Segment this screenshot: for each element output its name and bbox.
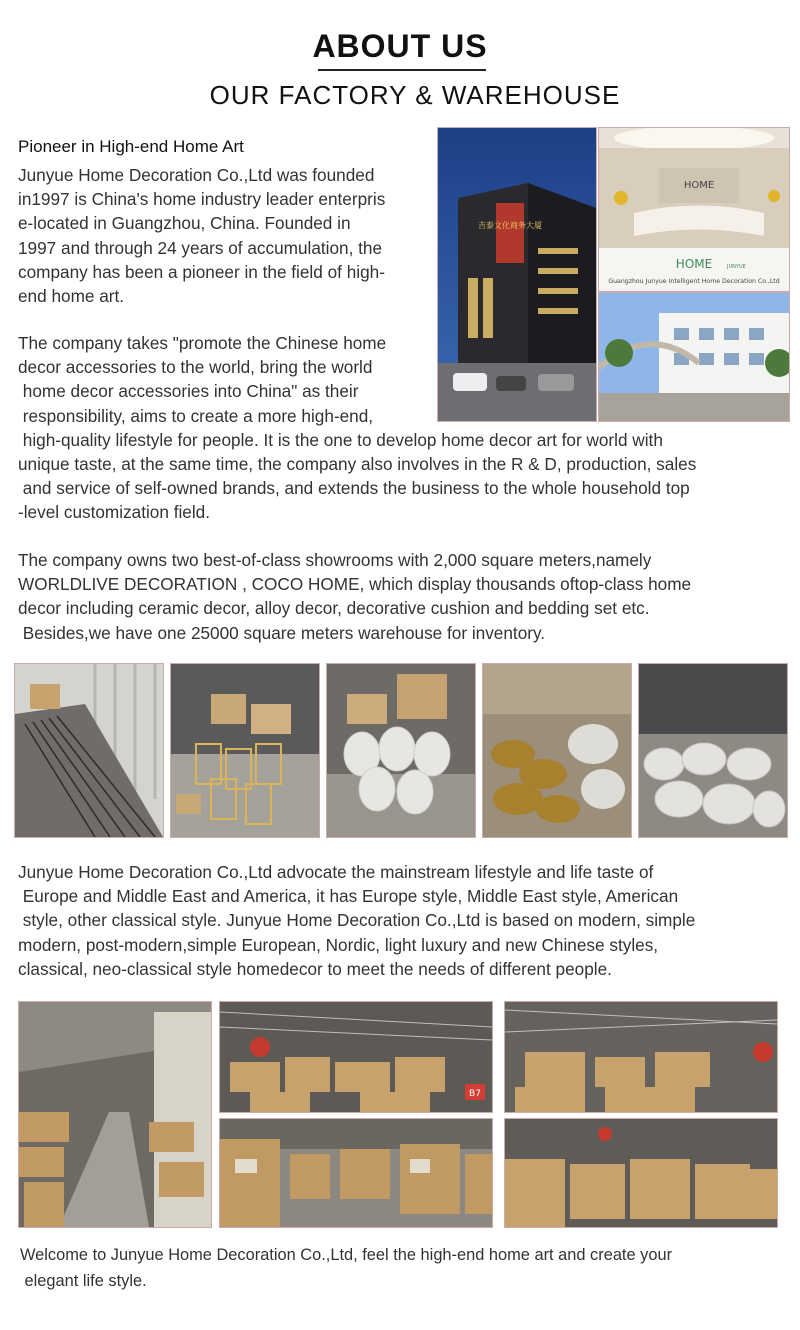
- styles-paragraph: Junyue Home Decoration Co.,Ltd advocate the mainstream lifestyle and life taste of Europe and Middle East and America, it has Europe style, Middle East style, American style, other classical style. Junyue Home Decoration Co.,Ltd is based on modern, simple modern, post-modern,simple European, Nordic, light luxury and new Chinese styles, classical, neo-classical style homedecor to meet the needs of different people.: [18, 862, 696, 979]
- junyue-logo-small: JUNYUE: [727, 264, 746, 270]
- intro-paragraph-1: Junyue Home Decoration Co.,Ltd was founded in1997 is China's home industry leader enterpris e-located in Guangzhou, China. Founded in 1997 and through 24 years of accumulation, the company has been a pioneer in the field of high- end home art.: [18, 165, 386, 307]
- factory-entrance-photo: [598, 292, 790, 422]
- warehouse-photo-aisle: [18, 1001, 212, 1228]
- title-underline: [318, 69, 486, 71]
- page-title: ABOUT US: [312, 28, 488, 64]
- factory-photo-gold-parts: [482, 663, 632, 838]
- intro-heading: Pioneer in High-end Home Art: [18, 137, 244, 156]
- warehouse-photo-boxes-2: [504, 1001, 778, 1113]
- building-sign-text: 吉泰文化商务大厦: [478, 221, 542, 230]
- closing-message: Welcome to Junyue Home Decoration Co.,Ltd, feel the high-end home art and create your elegant life style.: [20, 1246, 673, 1290]
- reception-logo-text: HOME: [683, 180, 715, 191]
- intro-paragraph-2: The company takes "promote the Chinese home decor accessories to the world, bring the world home decor accessories into China" as their responsibility, aims to create a more high-end, high-quality lifestyle for people. It is the one to develop home decor art for world with unique taste, at the same time, the company also involves in the R & D, production, sales and service of self-owned brands, and extends the business to the whole household top -level customization field.: [18, 333, 697, 523]
- page-subtitle: OUR FACTORY & WAREHOUSE: [209, 80, 621, 110]
- reception-photo: [598, 127, 790, 292]
- warehouse-photo-boxes-3: [219, 1118, 493, 1228]
- factory-photo-glass-items: [326, 663, 476, 838]
- factory-photo-metal-rods: [14, 663, 164, 838]
- office-building-photo: [437, 127, 597, 422]
- home-logo-text: HOME: [675, 257, 713, 271]
- reception-caption: Guangzhou Junyue Intelligent Home Decoration Co.,Ltd: [608, 278, 780, 285]
- shelf-label: B7: [469, 1089, 481, 1099]
- warehouse-photo-boxes-4: [504, 1118, 778, 1228]
- factory-photo-gold-frames: [170, 663, 320, 838]
- intro-paragraph-3: The company owns two best-of-class showrooms with 2,000 square meters,namely WORLDLIVE DECORATION , COCO HOME, which display thousands oftop-class home decor including ceramic decor, alloy decor, decorative cushion and bedding set etc. Besides,we have one 25000 square meters warehouse for inventory.: [18, 550, 692, 643]
- factory-photo-wrapped-glass: [638, 663, 788, 838]
- warehouse-photo-boxes-1: [219, 1001, 493, 1113]
